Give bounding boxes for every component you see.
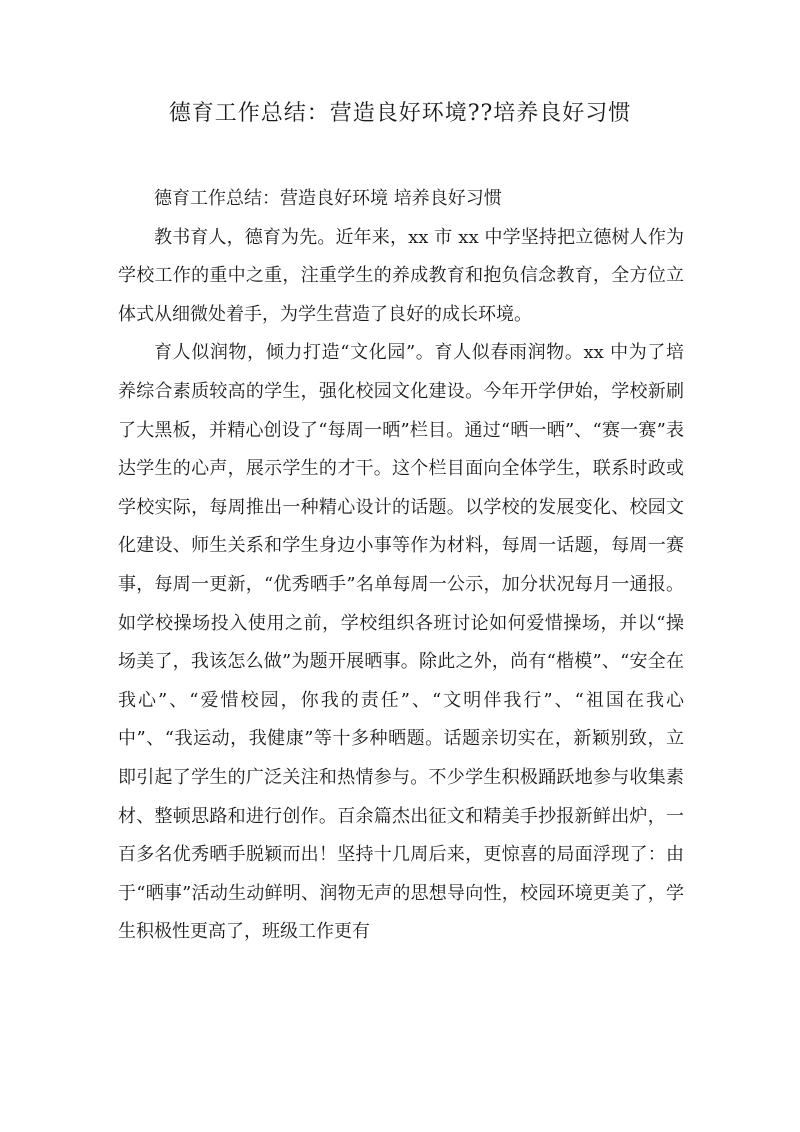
paragraph-culture: 育人似润物，倾力打造“文化园”。育人似春雨润物。xx 中为了培养综合素质较高的学生，强化校园文化建设。今年开学伊始，学校新刷了大黑板，并精心创设了“每周一晒”栏目。通过“晒一晒”、“赛一赛”表达学生的心声，展示学生的才干。这个栏目面向全体学生，联系时政或学校实际，每周推出一种精心设计的话题。以学校的发展变化、校园文化建设、师生关系和学生身边小事等作为材料，每周一话题，每周一赛事，每周一更新，“优秀晒手”名单每周一公示，加分状况每月一通报。如学校操场投入使用之前，学校组织各班讨论如何爱惜操场，并以“操场美了，我该怎么做”为题开展晒事。除此之外，尚有“楷模”、“安全在我心”、“爱惜校园，你我的责任”、“文明伴我行”、“祖国在我心中”、“我运动，我健康”等十多种晒题。话题亲切实在，新颖别致，立即引起了学生的广泛关注和热情参与。不少学生积极踊跃地参与收集素材、整顿思路和进行创作。百余篇杰出征文和精美手抄报新鲜出炉，一百多名优秀晒手脱颖而出！坚持十几周后来，更惊喜的局面浮现了：由于“晒事”活动生动鲜明、润物无声的思想导向性，校园环境更美了，学生积极性更高了，班级工作更有 — [118, 342, 684, 943]
document-subtitle: 德育工作总结：营造良好环境 培养良好习惯 — [154, 188, 502, 209]
paragraph-intro: 教书育人，德育为先。近年来，xx 市 xx 中学坚持把立德树人作为学校工作的重中之重，注重学生的养成教育和抱负信念教育，全方位立体式从细微处着手，为学生营造了良好的成长环境。 — [118, 226, 684, 325]
document-title: 德育工作总结：营造良好环境??培养良好习惯 — [168, 101, 632, 126]
document-body — [118, 180, 684, 952]
